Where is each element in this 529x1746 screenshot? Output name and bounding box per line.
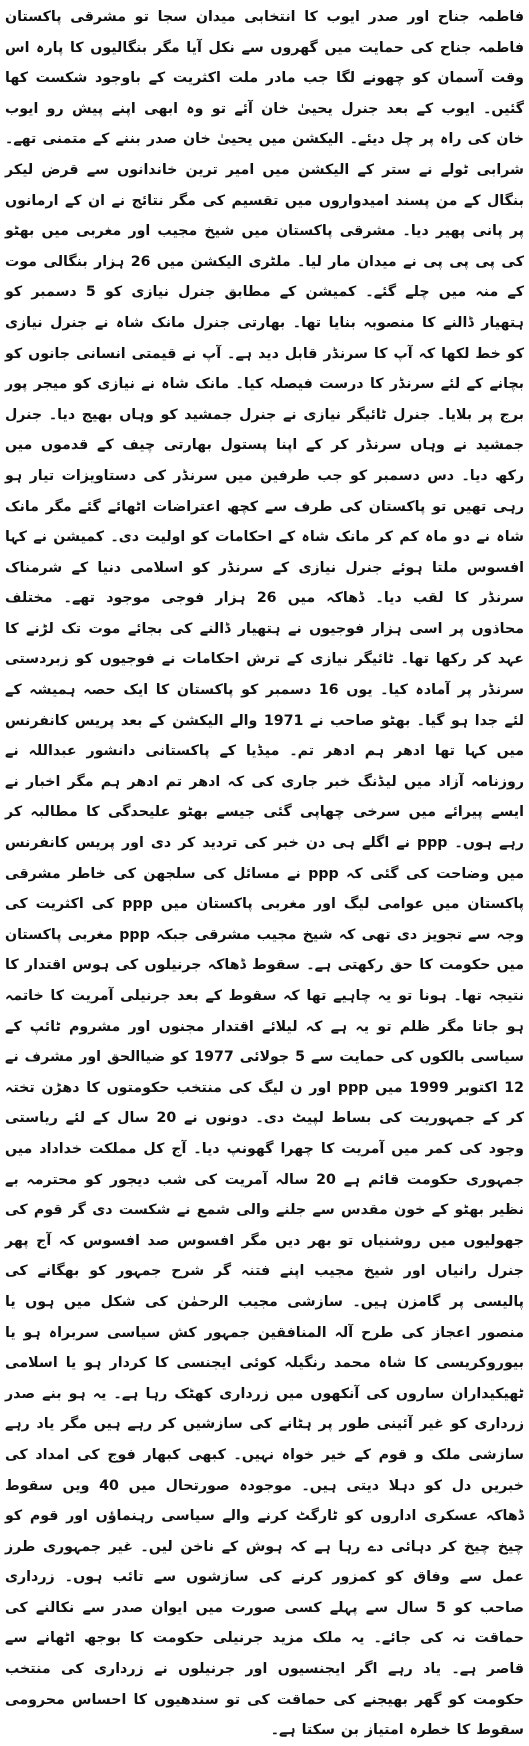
article-body: فاطمہ جناح اور صدر ایوب کا انتخابی میدان سجا تو مشرقی پاکستان فاطمہ جناح کی حمایت میں گھروں سے نکل آیا مگر بنگالیوں کا پارہ اس وقت آسمان کو چھونے لگا جب مادر ملت اکثریت کے باوجود شکست کھا گئیں۔ ایوب کے بعد جنرل یحییٰ خان آئے تو وہ ابھی اپنے پیش رو ایوب خان کی راہ پر چل دیئے۔ الیکشن میں یحییٰ خان صدر بننے کے متمنی تھے۔ شرابی ٹولے نے ستر کے الیکشن میں امیر ترین خاندانوں سے قرض لیکر بنگال کے من پسند امیدواروں میں تقسیم کی مگر نتائج نے ان کے ارمانوں پر پانی پھیر دیا۔ مشرقی پاکستان میں شیخ مجیب اور مغربی میں بھٹو کی پی پی پی نے میدان مار لیا۔ ملٹری الیکشن میں 26 ہزار بنگالی موت کے منہ میں چلے گئے۔ کمیشن کے مطابق جنرل نیازی کو 5 دسمبر کو ہتھیار ڈالنے کا منصوبہ بنایا تھا۔ بھارتی جنرل مانک شاہ نے جنرل نیازی کو خط لکھا کہ آپ کا سرنڈر قابل دید ہے۔ آپ نے قیمتی انسانی جانوں کو بچانے کے لئے سرنڈر کا درست فیصلہ کیا۔ مانک شاہ نے نیازی کو میجر پور برج پر بلایا۔ جنرل ٹائیگر نیازی نے جنرل جمشید کو وہاں بھیج دیا۔ جنرل جمشید نے وہاں سرنڈر کر کے اپنا پستول بھارتی چیف کے قدموں میں رکھ دیا۔ دس دسمبر کو جب طرفین میں سرنڈر کی دستاویزات تیار ہو رہی تھیں تو پاکستان کی طرف سے کچھ اعتراضات اٹھائے گئے مگر مانک شاہ نے دو ماہ کم کر مانک شاہ کے احکامات کو اولیت دی۔ کمیشن نے کہا افسوس ملتا ہوئے جنرل نیازی کے سرنڈر کو اسلامی دنیا کے شرمناک سرنڈر کا لقب دیا۔ ڈھاکہ میں 26 ہزار فوجی موجود تھے۔ مختلف محاذوں پر اسی ہزار فوجیوں نے ہتھیار ڈالنے کی بجائے موت تک لڑنے کا عہد کر رکھا تھا۔ ٹائیگر نیازی کے ترش احکامات نے فوجیوں کو زبردستی سرنڈر پر آمادہ کیا۔ یوں 16 دسمبر کو پاکستان کا ایک حصہ ہمیشہ کے لئے جدا ہو گیا۔ بھٹو صاحب نے 1971 والے الیکشن کے بعد پریس کانفرنس میں کہا تھا ادھر ہم ادھر تم۔ میڈیا کے پاکستانی دانشور عبداللہ نے روزنامہ آزاد میں لیڈنگ خبر جاری کی کہ ادھر تم ادھر ہم مگر اخبار نے ایسے پیرائے میں سرخی چھاپی گئی جیسے بھٹو علیحدگی کا مطالبہ کر رہے ہوں۔ ppp نے اگلے ہی دن خبر کی تردید کر دی اور پریس کانفرنس میں وضاحت کی گئی کہ ppp نے مسائل کی سلجھن کی خاطر مشرقی پاکستان میں عوامی لیگ اور مغربی پاکستان میں ppp کی اکثریت کی وجہ سے تجویز دی تھی کہ شیخ مجیب مشرقی جبکہ ppp مغربی پاکستان میں حکومت کا حق رکھتی ہے۔ سقوط ڈھاکہ جرنیلوں کی ہوس اقتدار کا نتیجہ تھا۔ ہونا تو یہ چاہیے تھا کہ سقوط کے بعد جرنیلی آمریت کا خاتمہ ہو جاتا مگر ظلم تو یہ ہے کہ لیلائے اقتدار مجنوں اور مشروم ٹائپ کے سیاسی بالکوں کی حمایت سے 5 جولائی 1977 کو ضیاالحق اور مشرف نے 12 اکتوبر 1999 میں ppp اور ن لیگ کی منتخب حکومتوں کا دھڑن تختہ کر کے جمہوریت کی بساط لپیٹ دی۔ دونوں نے 20 سال کے لئے ریاستی وجود کی کمر میں آمریت کا چھرا گھونپ دیا۔ آج کل مملکت خداداد میں جمہوری حکومت قائم ہے 20 سالہ آمریت کی شب دیجور کو محترمہ بے نظیر بھٹو کے خون مقدس سے جلنے والی شمع نے شکست دی گر قوم کی جھولیوں میں روشنیاں تو بھر دیں مگر افسوس صد افسوس کہ آج پھر جنرل رانیاں اور شیخ مجیب اپنے فتنہ گر شرح جمہور کو بھگانے کی پالیسی پر گامزن ہیں۔ سازشی مجیب الرحمٰن کی شکل میں ہوں یا منصور اعجاز کی طرح آلہ المنافقین جمہور کش سیاسی سربراہ ہو یا بیوروکریسی کا شاہ محمد رنگیلہ کوئی ایجنسی کا کردار ہو یا اسلامی ٹھیکیداران ساروں کی آنکھوں میں زرداری کھٹک رہا ہے۔ یہ ہو بنے صدر زرداری کو غیر آئینی طور پر ہٹانے کی سازشیں کر رہے ہیں مگر یاد رہے سازشی ملک و قوم کے خیر خواہ نہیں۔ کبھی کبھار فوج کی امداد کی خبریں دل کو دہلا دیتی ہیں۔ موجودہ صورتحال میں 40 ویں سقوط ڈھاکہ عسکری اداروں کو ٹارگٹ کرنے والے سیاسی رہنماؤں اور قوم کو چیخ چیخ کر دہائی دے رہا ہے کہ ہوش کے ناخن لیں۔ غیر جمہوری طرز عمل سے وفاق کو کمزور کرنے کی سازشوں سے تائب ہوں۔ زرداری صاحب کو 5 سال سے پہلے کسی صورت میں ایوان صدر سے نکالنے کی حماقت نہ کی جائے۔ یہ ملک مزید جرنیلی حکومت کا بوجھ اٹھانے سے قاصر ہے۔ یاد رہے اگر ایجنسیوں اور جرنیلوں نے زرداری کی منتخب حکومت کو گھر بھیجنے کی حماقت کی تو سندھیوں کا احساس محرومی سقوط کا خطرہ امتیاز بن سکتا ہے۔ (5, 9, 525, 1739)
